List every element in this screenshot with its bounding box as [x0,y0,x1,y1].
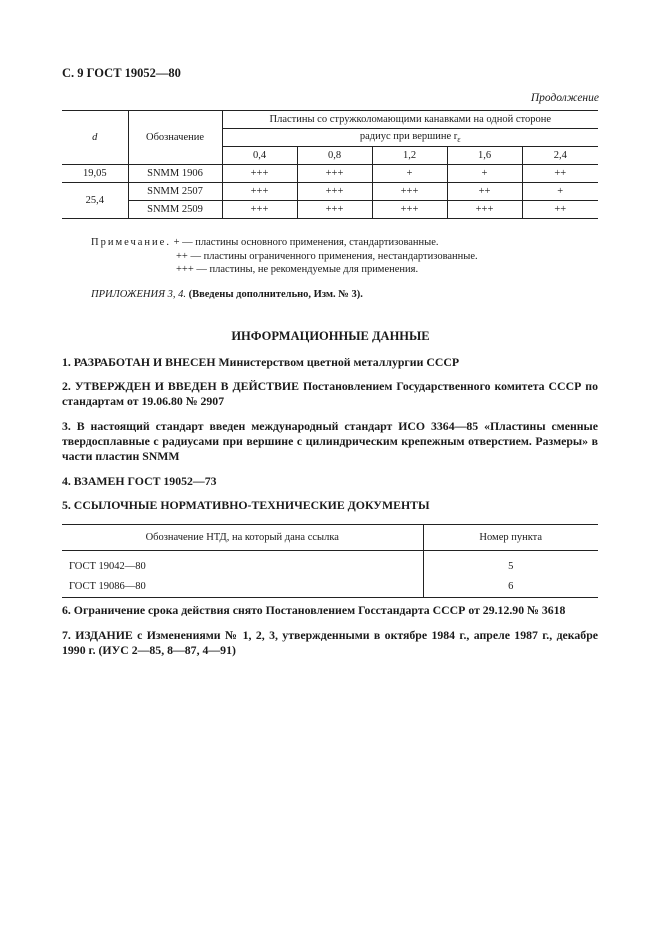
ref-doc: ГОСТ 19042—80 [62,557,423,577]
cell-designation: SNMM 1906 [128,165,222,183]
cell-designation: SNMM 2509 [128,201,222,219]
info-item-7: 7. ИЗДАНИЕ с Изменениями № 1, 2, 3, утвержденными в октябре 1984 г., апреле 1987 г., декабре 1990 г. (ИУС 2—85, 8—87, 4—91) [62,628,598,657]
cell-mark: +++ [297,183,372,201]
ref-point: 5 [508,561,514,572]
table-row [62,577,598,598]
cell-mark: ++ [522,201,598,219]
cell-mark: + [447,165,522,183]
table-row [62,165,598,183]
cell-mark: +++ [222,165,297,183]
ref-doc: ГОСТ 19086—80 [62,577,423,598]
note-line: +++ — пластины, не рекомендуемые для применения. [176,264,419,276]
ref-header-doc: Обозначение НТД, на который дана ссылка [62,525,423,551]
table-row [62,201,598,219]
info-item-6: 6. Ограничение срока действия снято Постановлением Госстандарта СССР от 29.12.90 № 3618 [62,603,566,617]
cell-mark: +++ [447,201,522,219]
note-line: ++ — пластины ограниченного применения, нестандартизованные. [176,250,478,262]
header-d: d [62,111,128,165]
radius-value: 0,8 [297,147,372,165]
header-group: Пластины со стружколомающими канавками на одной стороне [222,111,598,129]
info-item-5: 5. ССЫЛОЧНЫЕ НОРМАТИВНО-ТЕХНИЧЕСКИЕ ДОКУМЕНТЫ [62,498,430,512]
header-radius: радиус при вершине $r_\varepsilon$ [222,129,598,147]
cell-mark: + [372,165,447,183]
cell-mark: +++ [372,201,447,219]
info-item-4: 4. ВЗАМЕН ГОСТ 19052—73 [62,474,217,488]
appendix-note [91,289,363,300]
info-item-3: 3. В настоящий стандарт введен международный стандарт ИСО 3364—85 «Пластины сменные твердосплавные с радиусами при вершине с цилиндрическим крепежным отверстием. Размеры» в части пластин SNMM [62,419,598,463]
note-line: + — пластины основного применения, стандартизованные. [170,237,439,248]
cell-mark: +++ [222,201,297,219]
table-row [62,183,598,201]
appendix-ref: ПРИЛОЖЕНИЯ 3, 4. [91,289,186,300]
header-designation: Обозначение [128,111,222,165]
cell-mark: +++ [372,183,447,201]
cell-mark: +++ [297,165,372,183]
section-title: ИНФОРМАЦИОННЫЕ ДАННЫЕ [231,329,430,343]
ref-point: 6 [423,577,598,598]
cell-mark: + [522,183,598,201]
info-item-2: 2. УТВЕРЖДЕН И ВВЕДЕН В ДЕЙСТВИЕ Постановлением Государственного комитета СССР по стандартам от 19.06.80 № 2907 [62,379,598,408]
cell-designation: SNMM 2507 [128,183,222,201]
cell-d: 25,4 [62,183,128,219]
page-header: С. 9 ГОСТ 19052—80 [62,66,181,80]
info-item-1: 1. РАЗРАБОТАН И ВНЕСЕН Министерством цветной металлургии СССР [62,355,460,369]
notes-label: Примечание. [91,237,171,248]
inserts-table [62,110,598,219]
radius-value: 1,2 [372,147,447,165]
table-row [62,557,598,577]
table-notes [91,236,478,277]
continuation-label: Продолжение [530,92,599,104]
reference-table [62,524,598,598]
appendix-change: (Введены дополнительно, Изм. № 3). [185,289,363,300]
radius-value: 0,4 [222,147,297,165]
cell-mark: +++ [222,183,297,201]
cell-d: 19,05 [62,165,128,183]
radius-value: 2,4 [522,147,598,165]
ref-header-point: Номер пункта [423,525,598,551]
cell-mark: ++ [522,165,598,183]
cell-mark: ++ [447,183,522,201]
radius-value: 1,6 [447,147,522,165]
cell-mark: +++ [297,201,372,219]
